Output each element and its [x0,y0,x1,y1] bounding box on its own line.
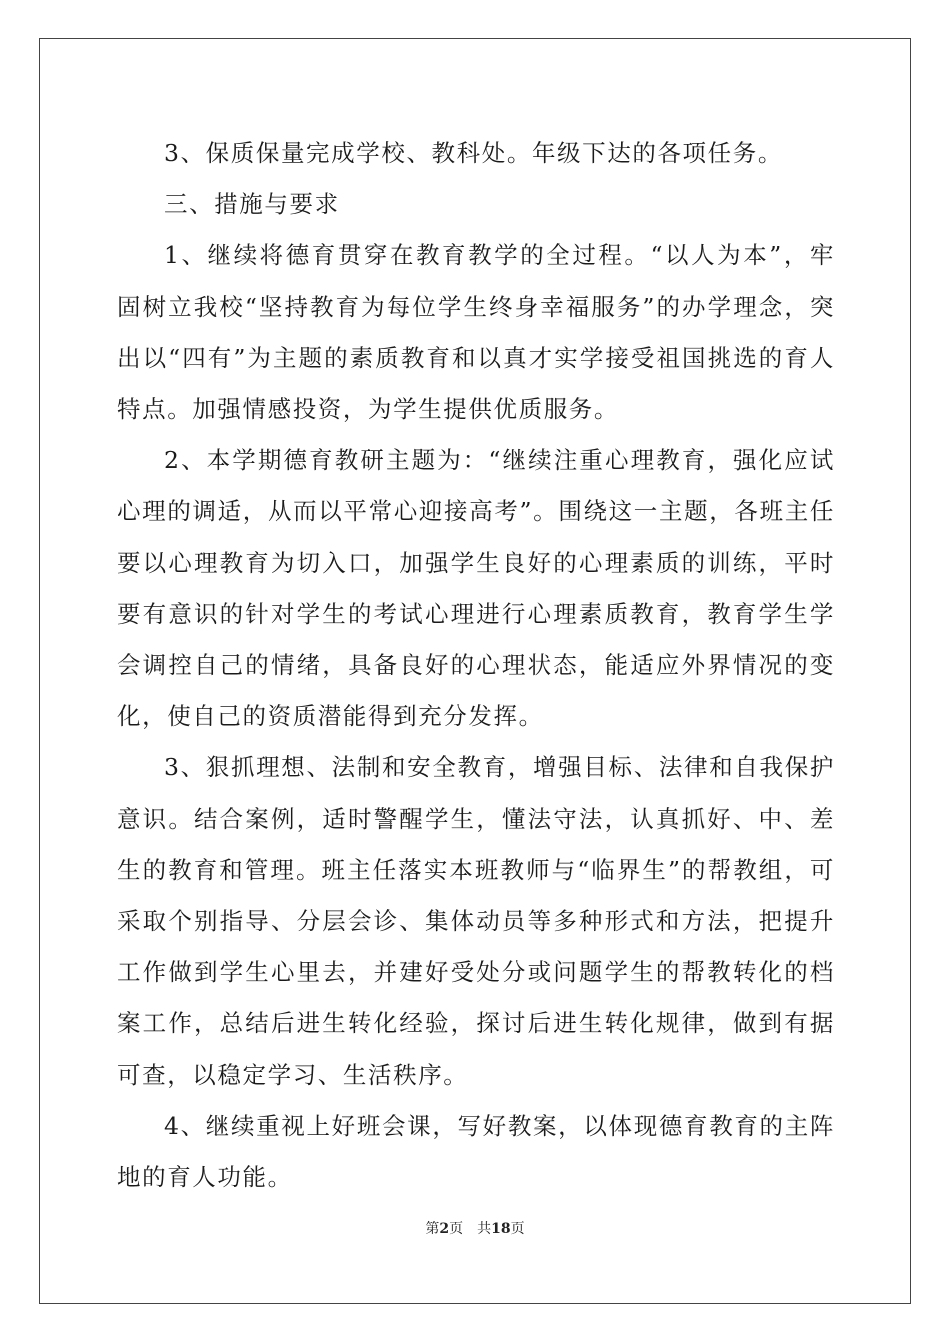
page-footer [0,1219,950,1239]
paragraph-measure-2: 2、本学期德育教研主题为：“继续注重心理教育，强化应试心理的调适，从而以平常心迎接高考”。围绕这一主题，各班主任要以心理教育为切入口，加强学生良好的心理素质的训练，平时要有意识的针对学生的考试心理进行心理素质教育，教育学生学会调控自己的情绪，具备良好的心理状态，能适应外界情况的变化，使自己的资质潜能得到充分发挥。 [117,446,835,731]
total-unit: 页 [510,1221,525,1237]
page-current-number: 2 [439,1221,450,1237]
page-total-number: 18 [491,1221,511,1237]
paragraph-task-3: 3、保质保量完成学校、教科处。年级下达的各项任务。 [164,139,783,167]
page-prefix: 第 [425,1221,440,1237]
section-heading-measures: 三、措施与要求 [164,190,340,219]
page-unit: 页 [449,1221,464,1237]
document-body [117,128,835,1203]
paragraph-measure-3: 3、狠抓理想、法制和安全教育，增强目标、法律和自我保护意识。结合案例，适时警醒学生，懂法守法，认真抓好、中、差生的教育和管理。班主任落实本班教师与“临界生”的帮教组，可采取个别指导、分层会诊、集体动员等多种形式和方法，把提升工作做到学生心里去，并建好受处分或问题学生的帮教转化的档案工作，总结后进生转化经验，探讨后进生转化规律，做到有据可查，以稳定学习、生活秩序。 [117,753,835,1089]
paragraph-measure-1: 1、继续将德育贯穿在教育教学的全过程。“以人为本”，牢固树立我校“坚持教育为每位学生终身幸福服务”的办学理念，突出以“四有”为主题的素质教育和以真才实学接受祖国挑选的育人特点。加强情感投资，为学生提供优质服务。 [117,241,835,424]
total-prefix: 共 [477,1221,492,1237]
paragraph-measure-4: 4、继续重视上好班会课，写好教案，以体现德育教育的主阵地的育人功能。 [117,1111,835,1192]
